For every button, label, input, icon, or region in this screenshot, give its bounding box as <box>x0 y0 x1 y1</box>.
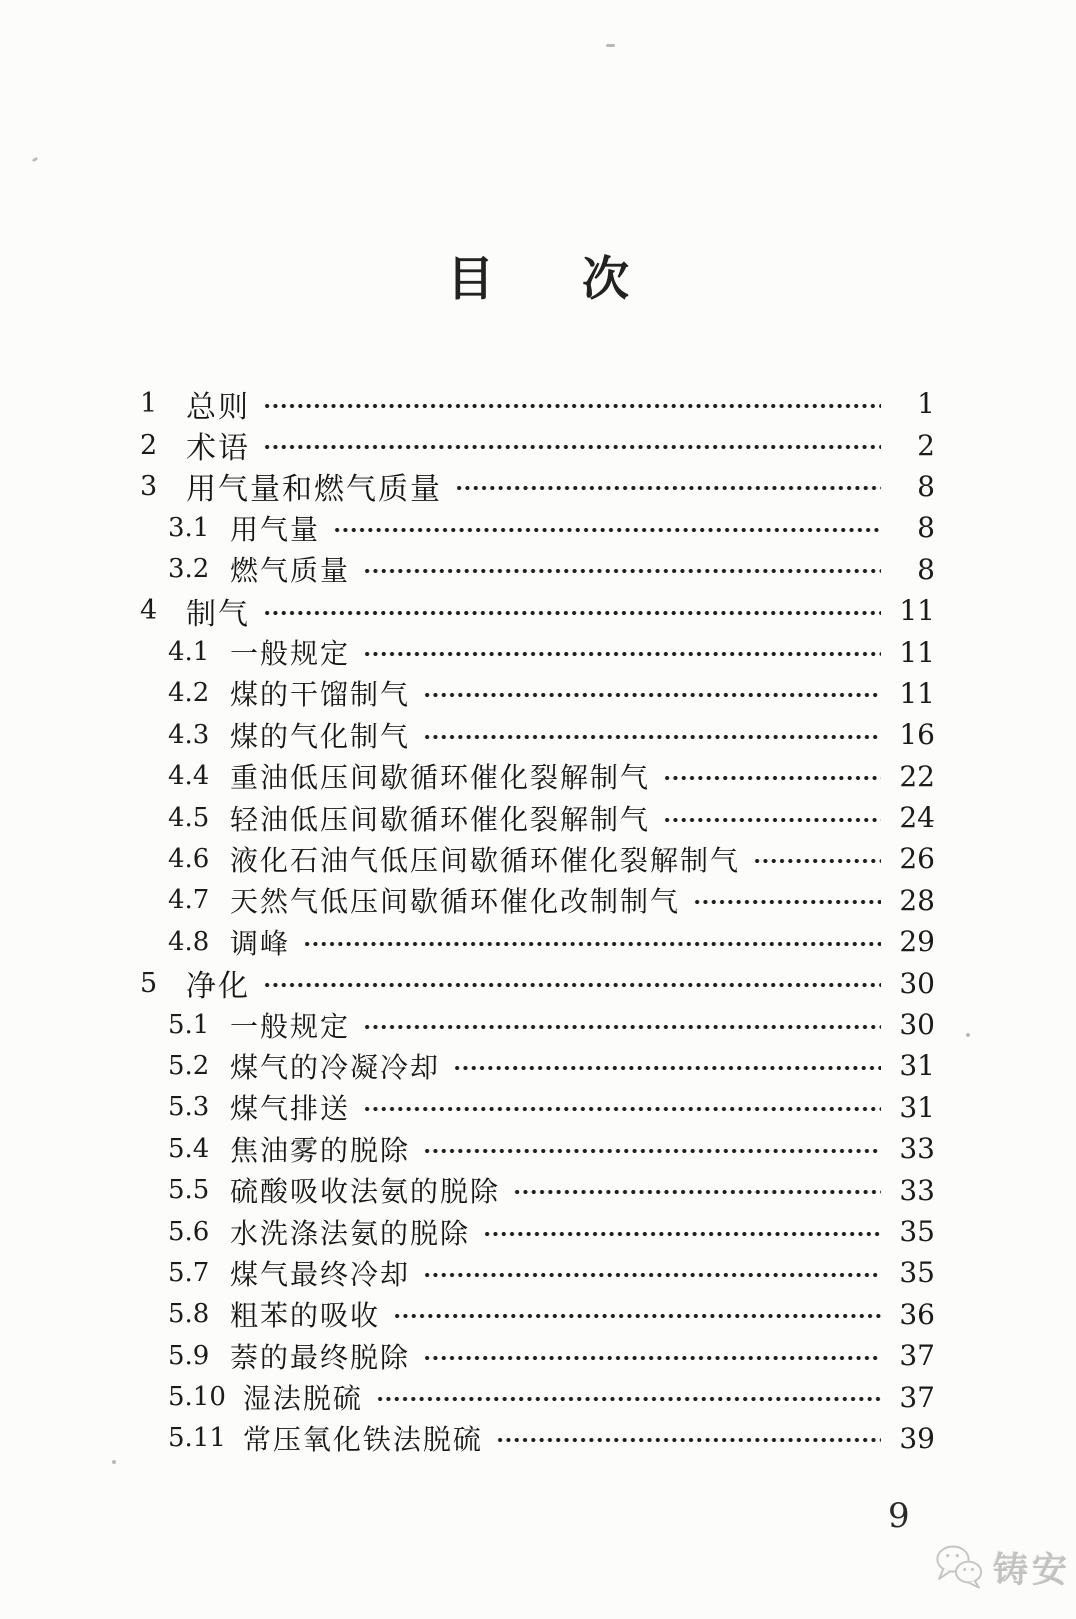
toc-entry-number: 4.7 <box>168 885 210 916</box>
toc-entry <box>140 1169 935 1210</box>
toc-entry-label: 一般规定 <box>230 637 351 671</box>
toc-entry-label: 液化石油气低压间歇循环催化裂解制气 <box>230 843 741 877</box>
toc-entry <box>140 673 935 714</box>
toc-entry-number: 5.2 <box>168 1050 210 1081</box>
toc-entry-number: 5.5 <box>168 1175 210 1206</box>
toc-entry-number: 5.10 <box>168 1382 226 1413</box>
toc-entry-page: 28 <box>899 883 935 917</box>
toc-entry-label: 一般规定 <box>230 1009 351 1043</box>
toc-entry-number: 4 <box>140 595 158 627</box>
page-title-text: 目次 <box>447 252 717 307</box>
toc-entry-label: 总则 <box>186 389 250 425</box>
dot-leader <box>423 1355 881 1361</box>
toc-entry-label: 萘的最终脱除 <box>230 1340 411 1374</box>
toc-entry-number: 5.4 <box>168 1133 210 1164</box>
toc-entry <box>140 1045 935 1086</box>
toc-entry-label: 湿法脱硫 <box>242 1382 363 1416</box>
toc-entry-page: 36 <box>899 1297 935 1331</box>
scan-speck <box>112 1460 116 1464</box>
toc-entry-number: 4.5 <box>168 802 210 833</box>
dot-leader <box>483 1231 881 1237</box>
toc-entry <box>140 962 935 1003</box>
toc-entry-number: 5.11 <box>168 1423 226 1454</box>
toc-entry-page: 8 <box>917 469 935 503</box>
toc-entry-label: 煤气排送 <box>230 1092 351 1126</box>
toc-entry-label: 粗苯的吸收 <box>230 1299 381 1333</box>
toc-entry <box>140 838 935 879</box>
toc-entry-number: 4.3 <box>168 719 210 750</box>
toc-entry-label: 术语 <box>186 431 250 467</box>
toc-entry-page: 26 <box>899 842 935 876</box>
toc-entry-label: 硫酸吸收法氨的脱除 <box>230 1175 501 1209</box>
toc-entry-label: 水洗涤法氨的脱除 <box>230 1216 471 1250</box>
toc-entry-label: 用气量和燃气质量 <box>186 472 442 508</box>
dot-leader <box>263 403 881 409</box>
dot-leader <box>663 775 881 781</box>
chat-bubbles-icon <box>933 1543 985 1593</box>
scan-speck <box>606 44 615 47</box>
dot-leader <box>423 692 881 698</box>
toc-entry-label: 制气 <box>186 596 250 632</box>
toc-entry <box>140 590 935 631</box>
dot-leader <box>423 734 881 740</box>
toc-entry-page: 8 <box>917 511 935 545</box>
toc-entry <box>140 424 935 465</box>
dot-leader <box>263 444 881 450</box>
toc-entry-page: 33 <box>899 1173 935 1207</box>
toc-entry-page: 31 <box>899 1090 935 1124</box>
toc-entry-page: 37 <box>899 1339 935 1373</box>
toc-entry-label: 天然气低压间歇循环催化改制制气 <box>230 885 681 919</box>
toc-entry <box>140 1294 935 1335</box>
toc-entry-page: 11 <box>899 635 935 669</box>
toc-entry-number: 1 <box>140 388 158 420</box>
toc-entry <box>140 880 935 921</box>
dot-leader <box>363 568 881 574</box>
toc-entry-label: 焦油雾的脱除 <box>230 1133 411 1167</box>
dot-leader <box>376 1396 881 1402</box>
watermark-text: 铸安 <box>993 1550 1072 1591</box>
watermark <box>933 1543 1071 1593</box>
dot-leader <box>693 899 881 905</box>
toc-entry <box>140 1418 935 1459</box>
toc-entry-number: 5.3 <box>168 1092 210 1123</box>
dot-leader <box>263 610 881 616</box>
dot-leader <box>333 527 881 533</box>
toc-entry-page: 11 <box>899 594 935 628</box>
dot-leader <box>513 1189 881 1195</box>
toc-entry-page: 39 <box>899 1421 935 1455</box>
folio-page-number: 9 <box>888 1496 910 1536</box>
toc-entry-page: 1 <box>917 387 935 421</box>
toc-entry-page: 37 <box>899 1380 935 1414</box>
toc-entry-number: 4.4 <box>168 761 210 792</box>
toc-entry-page: 11 <box>899 676 935 710</box>
toc-entry <box>140 714 935 755</box>
toc-entry-label: 常压氧化铁法脱硫 <box>242 1423 483 1457</box>
toc-entry-number: 4.2 <box>168 678 210 709</box>
toc-entry <box>140 1335 935 1376</box>
toc-entry-label: 燃气质量 <box>230 554 351 588</box>
toc-entry-number: 5.7 <box>168 1257 210 1288</box>
toc-entry <box>140 383 935 424</box>
dot-leader <box>303 941 881 947</box>
toc-entry <box>140 1211 935 1252</box>
dot-leader <box>455 485 881 491</box>
dot-leader <box>363 1106 881 1112</box>
toc-entry-number: 5.8 <box>168 1299 210 1330</box>
toc-entry-page: 2 <box>917 428 935 462</box>
toc-entry-number: 5.9 <box>168 1340 210 1371</box>
toc-entry-number: 3 <box>140 470 158 502</box>
toc-entry-number: 4.1 <box>168 637 210 668</box>
dot-leader <box>423 1148 881 1154</box>
toc-entry-number: 4.6 <box>168 843 210 874</box>
toc-entry-page: 22 <box>899 759 935 793</box>
toc-entry-label: 净化 <box>186 969 250 1005</box>
dot-leader <box>496 1437 881 1443</box>
toc-entry-number: 5.1 <box>168 1009 210 1040</box>
dot-leader <box>453 1065 881 1071</box>
toc-entry <box>140 507 935 548</box>
toc-entry-page: 31 <box>899 1049 935 1083</box>
toc-entry <box>140 1087 935 1128</box>
toc-entry-label: 重油低压间歇循环催化裂解制气 <box>230 761 651 795</box>
toc-entry-page: 24 <box>899 801 935 835</box>
dot-leader <box>363 1024 881 1030</box>
toc-list <box>140 383 935 1459</box>
toc-entry-page: 30 <box>899 966 935 1000</box>
toc-entry-label: 轻油低压间歇循环催化裂解制气 <box>230 802 651 836</box>
toc-entry <box>140 756 935 797</box>
page-title <box>0 242 1076 309</box>
toc-entry-label: 煤气的冷凝冷却 <box>230 1050 441 1084</box>
toc-entry-page: 35 <box>899 1256 935 1290</box>
dot-leader <box>753 858 881 864</box>
toc-entry-page: 29 <box>899 925 935 959</box>
toc-entry <box>140 549 935 590</box>
toc-entry-number: 3.1 <box>168 512 210 543</box>
toc-entry <box>140 1128 935 1169</box>
toc-entry-label: 煤的干馏制气 <box>230 678 411 712</box>
toc-entry <box>140 1252 935 1293</box>
toc-entry-label: 煤的气化制气 <box>230 719 411 753</box>
scan-speck <box>32 157 39 163</box>
toc-entry-number: 2 <box>140 429 158 461</box>
toc-entry-number: 4.8 <box>168 926 210 957</box>
toc-entry-label: 调峰 <box>230 926 291 960</box>
toc-entry <box>140 921 935 962</box>
toc-entry-number: 3.2 <box>168 554 210 585</box>
toc-entry <box>140 797 935 838</box>
toc-entry-label: 用气量 <box>230 512 321 546</box>
toc-entry-label: 煤气最终冷却 <box>230 1257 411 1291</box>
dot-leader <box>363 651 881 657</box>
toc-entry <box>140 631 935 672</box>
toc-entry-page: 8 <box>917 552 935 586</box>
toc-entry-number: 5.6 <box>168 1216 210 1247</box>
toc-entry-number: 5 <box>140 967 158 999</box>
dot-leader <box>393 1313 881 1319</box>
dot-leader <box>423 1272 881 1278</box>
dot-leader <box>263 982 881 988</box>
scan-speck <box>966 1033 970 1037</box>
toc-entry-page: 33 <box>899 1132 935 1166</box>
dot-leader <box>663 817 881 823</box>
toc-entry-page: 16 <box>899 718 935 752</box>
toc-entry <box>140 1376 935 1417</box>
toc-entry <box>140 1004 935 1045</box>
toc-entry-page: 30 <box>899 1008 935 1042</box>
toc-entry-page: 35 <box>899 1215 935 1248</box>
toc-entry <box>140 466 935 507</box>
